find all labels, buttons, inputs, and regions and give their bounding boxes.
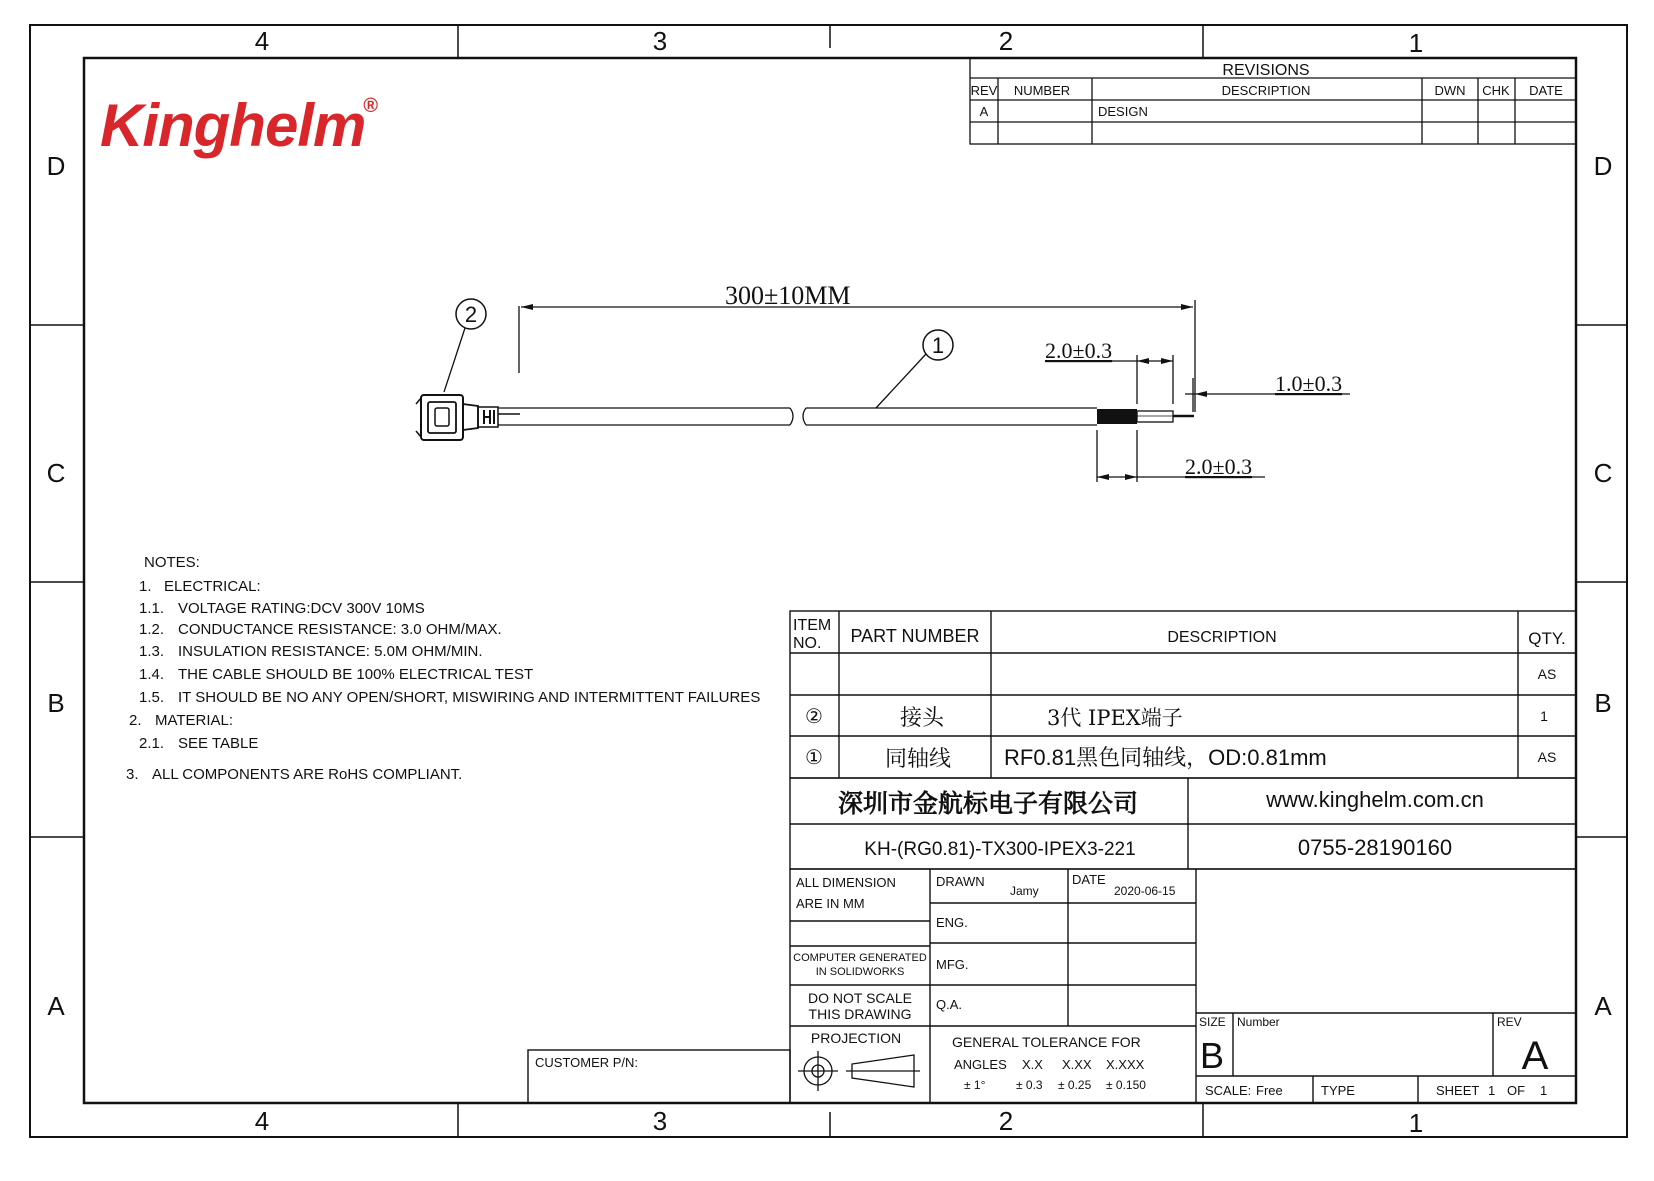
eng-label: ENG. — [936, 915, 968, 930]
zone-col-label: 4 — [254, 26, 270, 56]
zone-row-label: A — [1594, 991, 1612, 1021]
zone-row-label: B — [1594, 688, 1612, 718]
bom-header-description: DESCRIPTION — [1167, 629, 1277, 646]
note-text: INSULATION RESISTANCE: 5.0M OHM/MIN. — [178, 643, 483, 660]
note-number: 3. — [126, 766, 139, 783]
note-number: 1.5. — [139, 689, 165, 706]
strip-3-label: 2.0±0.3 — [1185, 454, 1253, 479]
zone-col-label: 1 — [1408, 28, 1424, 58]
rev-header-chk: CHK — [1482, 83, 1510, 98]
notes-title: NOTES: — [144, 554, 200, 571]
note-text: MATERIAL: — [155, 712, 234, 729]
rev-header-rev: REV — [970, 83, 998, 98]
bom-row-item: ② — [805, 706, 823, 728]
bom-table — [790, 611, 1576, 778]
rev-row-description: DESIGN — [1098, 104, 1148, 119]
company-phone: 0755-28190160 — [1297, 835, 1453, 860]
zone-col-label: 2 — [998, 26, 1014, 56]
date-value: 2020-06-15 — [1114, 884, 1176, 898]
drawn-label: DRAWN — [936, 874, 985, 889]
rev-label: REV — [1497, 1015, 1522, 1029]
rev-header-date: DATE — [1529, 83, 1563, 98]
ipex-connector-icon — [416, 395, 520, 440]
do-not-scale-label: THIS DRAWING — [808, 1006, 912, 1022]
note-number: 1. — [139, 578, 152, 595]
zone-col-label: 1 — [1408, 1108, 1424, 1138]
tolerance-title: GENERAL TOLERANCE FOR — [952, 1034, 1141, 1050]
cable-drawing-labels — [465, 281, 1342, 479]
zone-row-label: C — [1593, 458, 1613, 488]
note-text: VOLTAGE RATING:DCV 300V 10MS — [178, 600, 425, 617]
tolerance-xx-value: ± 0.3 — [1016, 1078, 1043, 1092]
first-angle-projection-icon — [798, 1051, 920, 1091]
zone-row-label: D — [46, 151, 66, 181]
computer-generated-label: COMPUTER GENERATED — [793, 952, 927, 964]
note-text: SEE TABLE — [178, 735, 259, 752]
qa-label: Q.A. — [936, 997, 963, 1012]
zone-row-label: C — [46, 458, 66, 488]
zone-row-label: A — [47, 991, 65, 1021]
customer-pn-label: CUSTOMER P/N: — [535, 1055, 639, 1070]
zone-row-label: B — [47, 688, 65, 718]
bom-header-item: ITEM — [793, 617, 832, 634]
mfg-label: MFG. — [936, 957, 969, 972]
note-text: CONDUCTANCE RESISTANCE: 3.0 OHM/MAX. — [178, 621, 502, 638]
rev-value: A — [1521, 1034, 1549, 1078]
computer-generated-label: IN SOLIDWORKS — [815, 966, 905, 978]
all-dimension-label: ALL DIMENSION — [796, 875, 896, 890]
coax-cable — [498, 408, 1194, 425]
company-name: 深圳市金航标电子有限公司 — [837, 790, 1139, 818]
bom-header-item-no: NO. — [793, 635, 822, 652]
bom-row-qty: 1 — [1540, 708, 1548, 724]
logo-registered-mark: ® — [363, 95, 378, 117]
of-label: OF — [1507, 1083, 1526, 1098]
balloon-connector-number: 2 — [464, 302, 478, 327]
date-label: DATE — [1072, 872, 1106, 887]
title-block — [528, 778, 1576, 1103]
notes-section — [126, 554, 760, 783]
drawing-number: KH-(RG0.81)-TX300-IPEX3-221 — [864, 839, 1136, 860]
sheet-label: SHEET — [1436, 1083, 1480, 1098]
drawn-value: Jamy — [1010, 884, 1039, 898]
rev-row-rev: A — [979, 104, 989, 119]
tolerance-xxxx-head: X.XXX — [1106, 1057, 1145, 1072]
do-not-scale-label: DO NOT SCALE — [808, 990, 912, 1006]
rev-header-number: NUMBER — [1013, 83, 1071, 98]
note-number: 2.1. — [139, 735, 165, 752]
bom-row-description: 3代 IPEX端子 — [1047, 706, 1183, 730]
zone-col-label: 4 — [254, 1106, 270, 1136]
scale-value: Free — [1256, 1083, 1283, 1098]
bom-row-item: ① — [805, 747, 823, 769]
note-text: ELECTRICAL: — [164, 578, 261, 595]
tolerance-xxxx-value: ± 0.150 — [1106, 1078, 1146, 1092]
bom-row-part: 同轴线 — [884, 747, 952, 772]
balloon-cable-number: 1 — [931, 333, 945, 358]
note-number: 1.2. — [139, 621, 165, 638]
size-value: B — [1200, 1035, 1225, 1076]
size-label: SIZE — [1199, 1015, 1226, 1029]
zone-col-label: 3 — [652, 1106, 668, 1136]
tolerance-xxx-head: X.XX — [1062, 1057, 1092, 1072]
bom-header-part-number: PART NUMBER — [850, 626, 980, 646]
logo-text: Kinghelm — [100, 92, 366, 159]
note-text: THE CABLE SHOULD BE 100% ELECTRICAL TEST — [178, 666, 534, 683]
bom-header-qty: QTY. — [1528, 629, 1566, 648]
note-number: 2. — [129, 712, 142, 729]
sheet-value: 1 — [1488, 1083, 1496, 1098]
bom-row-qty: AS — [1537, 666, 1557, 682]
note-number: 1.4. — [139, 666, 165, 683]
projection-label: PROJECTION — [810, 1030, 902, 1046]
scale-label: SCALE: — [1205, 1083, 1252, 1098]
zone-row-label: D — [1593, 151, 1613, 181]
rev-header-description: DESCRIPTION — [1221, 83, 1311, 98]
tolerance-xxx-value: ± 0.25 — [1058, 1078, 1092, 1092]
all-dimension-label: ARE IN MM — [796, 896, 865, 911]
note-number: 1.1. — [139, 600, 165, 617]
tolerance-angles-head: ANGLES — [954, 1057, 1007, 1072]
note-text: ALL COMPONENTS ARE RoHS COMPLIANT. — [152, 766, 463, 783]
company-website: www.kinghelm.com.cn — [1266, 787, 1484, 812]
bom-row-description: RF0.81黑色同轴线，OD:0.81mm — [1004, 745, 1327, 770]
bom-row-part: 接头 — [899, 706, 945, 731]
note-number: 1.3. — [139, 643, 165, 660]
strip-2-label: 1.0±0.3 — [1275, 371, 1343, 396]
zone-col-label: 3 — [652, 26, 668, 56]
strip-1-label: 2.0±0.3 — [1045, 338, 1113, 363]
overall-length-label: 300±10MM — [725, 281, 851, 310]
tolerance-angles-value: ± 1° — [964, 1078, 986, 1092]
zone-col-label: 2 — [998, 1106, 1014, 1136]
of-value: 1 — [1540, 1083, 1548, 1098]
note-text: IT SHOULD BE NO ANY OPEN/SHORT, MISWIRING AND INTERMITTENT FAILURES — [178, 689, 761, 706]
tolerance-xx-head: X.X — [1022, 1057, 1043, 1072]
bom-row-qty: AS — [1537, 749, 1557, 765]
type-label: TYPE — [1321, 1083, 1355, 1098]
kinghelm-logo — [100, 92, 378, 159]
number-label: Number — [1237, 1015, 1280, 1029]
revisions-table — [970, 58, 1576, 144]
revisions-title: REVISIONS — [1222, 62, 1310, 79]
rev-header-dwn: DWN — [1434, 83, 1466, 98]
